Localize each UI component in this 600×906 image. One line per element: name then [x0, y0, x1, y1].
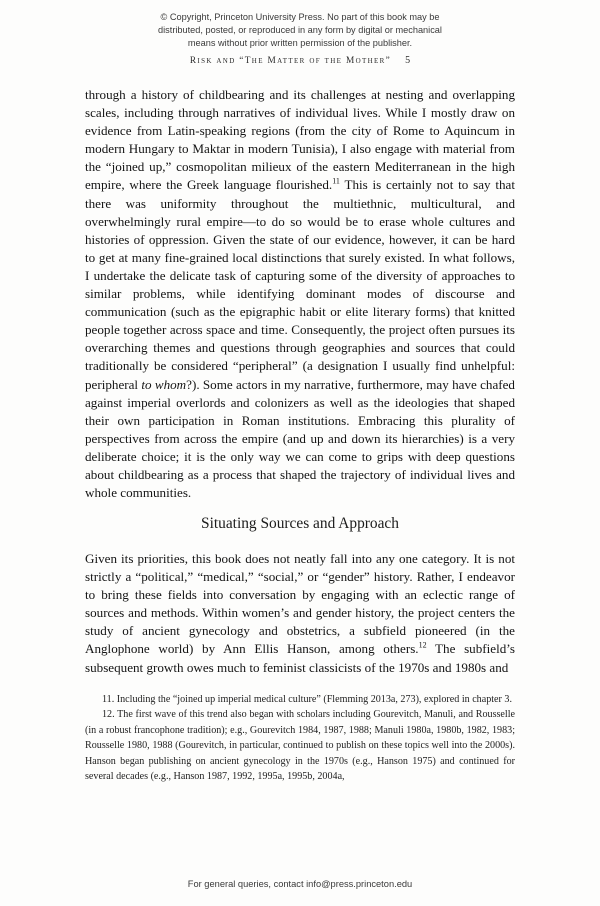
- page-footer: For general queries, contact info@press.princeton.edu: [187, 879, 413, 889]
- footnote-item: 11. Including the “joined up imperial medical culture” (Flemming 2013a, 273), explored in chapter 3.: [102, 694, 512, 705]
- paragraph-1-part-1: through a history of childbearing and its challenges at nesting and overlapping scales, including through narratives of individual lives. While I mostly draw on evidence from Latin-speaking regions (from the city of Rome to Aquincum in modern Hungary to Maktar in modern Tunisia), I also engage with material from the “joined up,” cosmopolitan milieux of the eastern Mediterranean in the high empire, where the Greek language flourished.: [85, 87, 515, 193]
- footnote-item: 12. The first wave of this trend also began with scholars including Gourevitch, Manuli, and Rousselle (in a robust francophone tradition); e.g., Gourevitch 1984, 1987, 1988; Manuli 1980a, 1980b, 1982, 1983; Rousselle 1980, 1988 (Gourevitch, in particular, continued to publish on these topics well into the 2000s). Hanson began publishing on ancient gynecology in the 1970s (e.g., Hanson 1975) and continued for several decades (e.g., Hanson 1987, 1992, 1995a, 1995b, 2004a,: [85, 709, 515, 783]
- body-text-block-lower: [85, 550, 515, 677]
- running-header-title: Risk and “The Matter of the Mother”: [189, 56, 392, 66]
- footnotes-section: [85, 692, 515, 784]
- running-header: [0, 55, 600, 66]
- copyright-notice-line-2: distributed, posted, or reproduced in any form by digital or mechanical: [158, 25, 442, 36]
- paragraph-1-part-3: ?). Some actors in my narrative, furthermore, may have chafed against imperial overlords and colonizers as well as the ideologies that shaped their own participation in Roman institutions. Embracing this plurality of perspectives from across the empire (and up and down its hierarchies) is a very deliberate choice; it is the only way we can come to grips with deep questions about childbearing as a process that shaped the trajectory of individual lives and whole communities.: [85, 376, 515, 501]
- footnote-marker-11: 11: [332, 177, 340, 187]
- page-number: 5: [405, 55, 411, 66]
- body-text-block-upper: [85, 86, 515, 502]
- section-heading: Situating Sources and Approach: [201, 515, 399, 532]
- paragraph-2: [85, 550, 515, 677]
- copyright-notice-line-1: © Copyright, Princeton University Press. No part of this book may be: [160, 12, 440, 22]
- paragraph-1-italic-phrase: to whom: [141, 376, 187, 392]
- copyright-notice: [85, 11, 515, 51]
- paragraph-2-part-2: The subfield’s subsequent growth owes much to feminist classicists of the 1970s and 1980s and: [85, 641, 515, 675]
- paragraph-continuation: [85, 86, 515, 502]
- footnote-marker-12: 12: [418, 641, 427, 651]
- paragraph-1-part-2: This is certainly not to say that there was uniformity throughout the multiethnic, multicultural, and overwhelmingly rural empire—to do so would be to erase whole cultures and histories of oppression. Given the state of our evidence, however, it can be hard to get at many fine-grained local distinctions that surely existed. In what follows, I undertake the delicate task of capturing some of the diversity of approaches to similar problems, while identifying dominant modes of discourse and communication (such as the epigraphic habit or elite literary forms) that knitted people together across space and time. Consequently, the project often pursues its overarching themes and questions through geographies and sources that could traditionally be considered “peripheral” (a designation I usually find unhelpful: peripheral: [85, 177, 516, 392]
- copyright-notice-line-3: means without prior written permission of the publisher.: [187, 38, 413, 49]
- paragraph-2-part-1: Given its priorities, this book does not neatly fall into any one category. It is not strictly a “political,” “medical,” “social,” or “gender” history. Rather, I endeavor to bring these fields into conversation by engaging with an eclectic range of sources and methods. Within women’s and gender history, the project centers the study of ancient gynecology and obstetrics, a subfield pioneered (in the Anglophone world) by Ann Ellis Hanson, among others.: [85, 551, 515, 657]
